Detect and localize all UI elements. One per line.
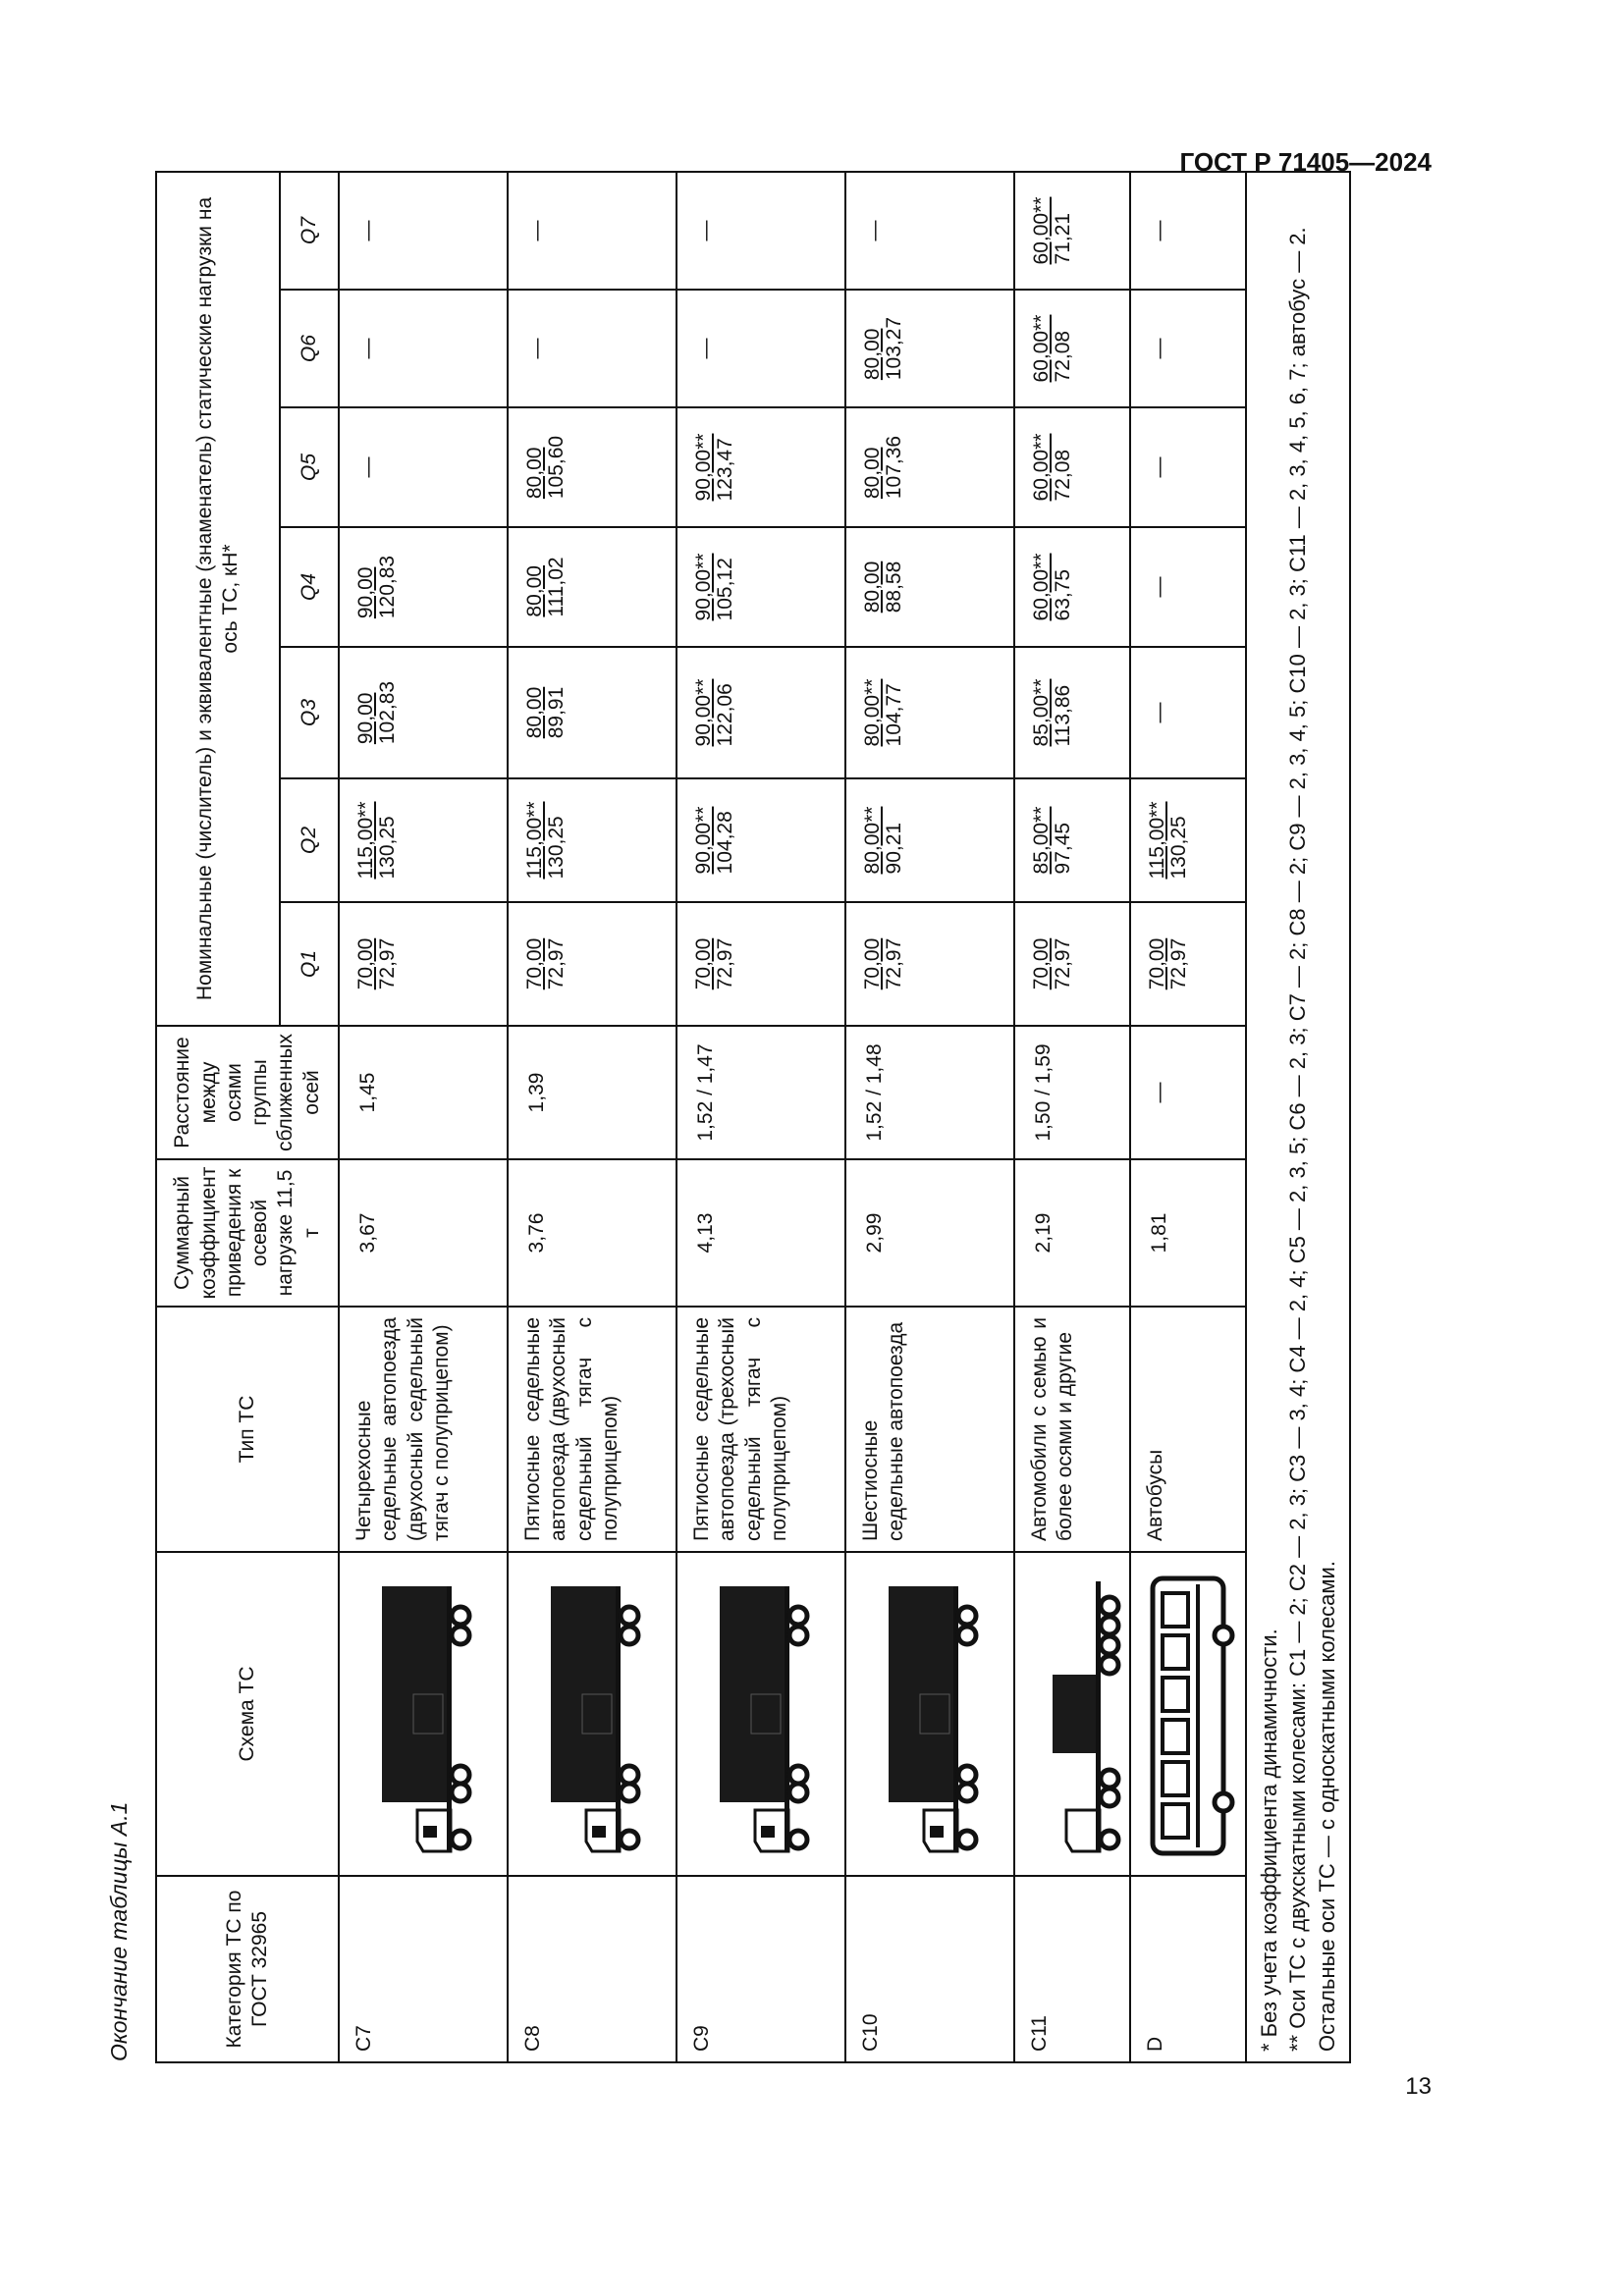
equivalent-load: 130,25: [1167, 816, 1191, 880]
coefficient-cell: 3,76: [508, 1159, 677, 1307]
load-cell-q4: [845, 527, 1014, 647]
load-cell-q3: [677, 647, 845, 778]
load-value: [693, 434, 736, 502]
nominal-load: —: [525, 338, 548, 359]
equivalent-load: 105,12: [714, 558, 737, 621]
nominal-load: 115,00**: [354, 801, 377, 880]
tractor-semitrailer-icon: [374, 1557, 472, 1871]
load-cell-q2: [677, 778, 845, 902]
axle-distance-cell: 1,52 / 1,47: [677, 1026, 845, 1159]
note-dual-wheels: ** Оси ТС с двухскатными колесами: С1 — 2; С2 — 2, 3; С3 — 3, 4; С4 — 2, 4; С5 — 2, 3, 5; С6 — 2, 3; С7 — 2; С8 — 2; С9 — 2, 3, 4, 5; С10 — 2, 3; С11 — 2, 3, 4, 5, 6, 7; автобус — 2. Остальные оси ТС — с односкатными колесами.: [1285, 227, 1339, 2052]
load-value: [1149, 457, 1170, 478]
header-category: Категория ТС по ГОСТ 32965: [156, 1876, 339, 2062]
load-cell-q7: [845, 172, 1014, 290]
coefficient-cell: 1,81: [1130, 1159, 1246, 1307]
nominal-load: 90,00**: [692, 553, 715, 621]
equivalent-load: 102,83: [376, 680, 400, 745]
load-value: [1147, 801, 1190, 879]
category-cell: С7: [339, 1876, 508, 2062]
equivalent-load: 97,45: [1052, 822, 1075, 875]
tractor-semitrailer-icon: [543, 1557, 641, 1871]
equivalent-load: 123,47: [714, 438, 737, 502]
equivalent-load: 111,02: [545, 557, 568, 617]
load-cell-q6: [339, 290, 508, 407]
load-value: [695, 339, 717, 359]
header-schema: Схема ТС: [156, 1552, 339, 1876]
load-value: [862, 807, 905, 875]
equivalent-load: 130,25: [376, 816, 400, 880]
equivalent-load: 89,91: [545, 686, 568, 739]
schema-cell: [508, 1552, 677, 1876]
load-cell-q5: [1130, 407, 1246, 527]
coefficient-cell: 4,13: [677, 1159, 845, 1307]
nominal-load: 80,00: [861, 447, 884, 500]
load-value: [1149, 703, 1170, 723]
equivalent-load: 122,06: [714, 683, 737, 747]
schema-cell: [1014, 1552, 1130, 1876]
load-cell-q3: [1130, 647, 1246, 778]
equivalent-load: 72,97: [1052, 937, 1075, 990]
nominal-load: 70,00: [692, 937, 715, 990]
nominal-load: —: [1148, 576, 1170, 598]
header-axle-distance: Расстояние между осями группы сближенных осей: [156, 1026, 339, 1159]
nominal-load: —: [1148, 456, 1170, 478]
table-row: [845, 172, 1014, 2062]
load-value: [862, 317, 905, 380]
load-value: [355, 938, 399, 990]
nominal-load: —: [863, 220, 886, 241]
nominal-load: 60,00**: [1030, 433, 1053, 502]
axle-distance-cell: 1,50 / 1,59: [1014, 1026, 1130, 1159]
tractor-semitrailer-icon: [881, 1557, 979, 1871]
table-row: [677, 172, 845, 2062]
rotated-table-page: [106, 196, 1339, 2061]
load-cell-q2: [508, 778, 677, 902]
header-coefficient: Суммарный коэффициент приведения к осевой нагрузке 11,5 т: [156, 1159, 339, 1307]
load-cell-q7: [677, 172, 845, 290]
load-value: [526, 221, 548, 241]
vehicle-type-cell: Автомобили с семью и более осями и другие: [1014, 1307, 1130, 1552]
equivalent-load: 130,25: [545, 816, 568, 880]
schema-cell: [339, 1552, 508, 1876]
document-id: ГОСТ Р 71405—2024: [1179, 147, 1432, 177]
load-cell-q7: [1014, 172, 1130, 290]
equivalent-load: 104,28: [714, 811, 737, 875]
load-value: [357, 221, 379, 241]
load-value: [1031, 197, 1074, 265]
schema-cell: [845, 1552, 1014, 1876]
equivalent-load: 72,97: [545, 937, 568, 990]
load-cell-q1: [339, 902, 508, 1026]
table-row: [1014, 172, 1130, 2062]
equivalent-load: 104,77: [883, 683, 906, 747]
equivalent-load: 72,97: [1167, 937, 1191, 990]
load-cell-q2: [1130, 778, 1246, 902]
nominal-load: 80,00: [523, 686, 546, 739]
nominal-load: 80,00: [861, 561, 884, 614]
load-value: [524, 938, 568, 990]
page-number: 13: [1405, 2073, 1432, 2100]
load-value: [1031, 434, 1074, 502]
axle-distance-cell: 1,52 / 1,48: [845, 1026, 1014, 1159]
nominal-load: 80,00: [861, 328, 884, 381]
nominal-load: 90,00**: [692, 678, 715, 747]
vehicle-type-cell: Шестиосные седельные автопоезда: [845, 1307, 1014, 1552]
table-notes: [1246, 172, 1350, 2062]
load-cell-q6: [677, 290, 845, 407]
nominal-load: 60,00**: [1030, 196, 1053, 265]
nominal-load: 80,00: [523, 447, 546, 500]
equivalent-load: 63,75: [1052, 568, 1075, 621]
table-row: [1130, 172, 1246, 2062]
load-cell-q7: [508, 172, 677, 290]
load-cell-q2: [339, 778, 508, 902]
load-value: [524, 687, 568, 739]
load-value: [1031, 679, 1074, 747]
load-value: [524, 801, 568, 879]
load-value: [524, 557, 568, 616]
load-value: [695, 221, 717, 241]
load-value: [693, 938, 736, 990]
header-q2: Q2: [280, 778, 339, 902]
load-cell-q2: [1014, 778, 1130, 902]
load-cell-q3: [508, 647, 677, 778]
equivalent-load: 107,36: [883, 435, 906, 500]
nominal-load: 70,00: [1146, 937, 1168, 990]
nominal-load: —: [694, 338, 717, 359]
vehicle-type-cell: Автобусы: [1130, 1307, 1246, 1552]
category-cell: С11: [1014, 1876, 1130, 2062]
load-value: [357, 339, 379, 359]
load-cell-q1: [508, 902, 677, 1026]
equivalent-load: 120,83: [376, 555, 400, 619]
load-cell-q3: [845, 647, 1014, 778]
load-cell-q4: [1130, 527, 1246, 647]
equivalent-load: 113,86: [1052, 684, 1075, 747]
equivalent-load: 88,58: [883, 561, 906, 614]
equivalent-load: 72,08: [1052, 449, 1075, 502]
nominal-load: 90,00**: [692, 433, 715, 502]
load-value: [1149, 339, 1170, 359]
load-cell-q5: [1014, 407, 1130, 527]
load-cell-q7: [339, 172, 508, 290]
header-q4: Q4: [280, 527, 339, 647]
header-q7: Q7: [280, 172, 339, 290]
header-loads: Номинальные (числитель) и эквивалентные (знаменатель) статические нагрузки на ось ТС, кН*: [156, 172, 280, 1026]
nominal-load: 85,00**: [1030, 678, 1053, 747]
load-cell-q1: [1130, 902, 1246, 1026]
nominal-load: —: [1148, 702, 1170, 723]
nominal-load: 70,00: [354, 937, 377, 990]
vehicle-type-cell: Четырехосные седельные автопоезда (двухосный седельный тягач с полуприцепом): [339, 1307, 508, 1552]
category-cell: С9: [677, 1876, 845, 2062]
load-value: [864, 221, 886, 241]
load-value: [1031, 807, 1074, 875]
header-q3: Q3: [280, 647, 339, 778]
nominal-load: 90,00: [354, 692, 377, 745]
equivalent-load: 71,21: [1052, 212, 1075, 265]
load-cell-q4: [1014, 527, 1130, 647]
nominal-load: 85,00**: [1030, 806, 1053, 875]
load-cell-q6: [1014, 290, 1130, 407]
category-cell: С10: [845, 1876, 1014, 2062]
load-cell-q4: [677, 527, 845, 647]
header-q6: Q6: [280, 290, 339, 407]
multi-axle-truck-icon: [1023, 1557, 1121, 1871]
load-value: [355, 801, 399, 879]
nominal-load: 80,00: [523, 565, 546, 617]
nominal-load: 80,00**: [861, 806, 884, 875]
axle-distance-cell: —: [1130, 1026, 1246, 1159]
load-cell-q4: [508, 527, 677, 647]
header-q1: Q1: [280, 902, 339, 1026]
equivalent-load: 72,97: [376, 937, 400, 990]
load-cell-q5: [845, 407, 1014, 527]
header-type: Тип ТС: [156, 1307, 339, 1552]
bus-icon: [1139, 1557, 1237, 1871]
load-value: [524, 436, 568, 499]
nominal-load: —: [694, 220, 717, 241]
load-value: [355, 556, 399, 618]
nominal-load: —: [525, 220, 548, 241]
load-cell-q3: [339, 647, 508, 778]
load-value: [1149, 577, 1170, 598]
nominal-load: 70,00: [1030, 937, 1053, 990]
vehicle-type-cell: Пятиосные седельные автопоезда (двухосный седельный тягач с полуприцепом): [508, 1307, 677, 1552]
nominal-load: 115,00**: [1146, 801, 1168, 880]
load-value: [862, 436, 905, 499]
load-cell-q6: [508, 290, 677, 407]
nominal-load: 80,00**: [861, 678, 884, 747]
table-caption: Окончание таблицы А.1: [106, 1801, 132, 2061]
load-value: [526, 339, 548, 359]
load-cell-q5: [339, 407, 508, 527]
load-value: [1031, 554, 1074, 621]
equivalent-load: 72,97: [714, 937, 737, 990]
load-value: [1031, 315, 1074, 383]
note-dynamics: * Без учета коэффициента динамичности.: [1257, 1629, 1281, 2052]
load-cell-q5: [508, 407, 677, 527]
schema-cell: [677, 1552, 845, 1876]
equivalent-load: 72,97: [883, 937, 906, 990]
load-cell-q6: [845, 290, 1014, 407]
load-value: [355, 681, 399, 744]
coefficient-cell: 2,19: [1014, 1159, 1130, 1307]
load-cell-q1: [677, 902, 845, 1026]
load-cell-q1: [845, 902, 1014, 1026]
load-value: [862, 938, 905, 990]
nominal-load: 90,00**: [692, 806, 715, 875]
tractor-semitrailer-icon: [712, 1557, 810, 1871]
nominal-load: 115,00**: [523, 801, 546, 880]
nominal-load: 70,00: [861, 937, 884, 990]
load-cell-q4: [339, 527, 508, 647]
nominal-load: —: [1148, 338, 1170, 359]
equivalent-load: 72,08: [1052, 330, 1075, 383]
load-cell-q2: [845, 778, 1014, 902]
nominal-load: —: [356, 456, 379, 478]
load-cell-q6: [1130, 290, 1246, 407]
category-cell: С8: [508, 1876, 677, 2062]
load-value: [693, 679, 736, 747]
coefficient-cell: 2,99: [845, 1159, 1014, 1307]
nominal-load: 70,00: [523, 937, 546, 990]
load-cell-q5: [677, 407, 845, 527]
nominal-load: 90,00: [354, 566, 377, 619]
nominal-load: —: [1148, 220, 1170, 241]
table-row: [339, 172, 508, 2062]
equivalent-load: 90,21: [883, 822, 906, 875]
category-cell: D: [1130, 1876, 1246, 2062]
load-value: [1147, 938, 1190, 990]
load-cell-q3: [1014, 647, 1130, 778]
header-q5: Q5: [280, 407, 339, 527]
load-value: [862, 679, 905, 747]
load-cell-q1: [1014, 902, 1130, 1026]
equivalent-load: 105,60: [545, 435, 568, 500]
table-row: [508, 172, 677, 2062]
load-value: [1031, 938, 1074, 990]
nominal-load: 60,00**: [1030, 553, 1053, 621]
schema-cell: [1130, 1552, 1246, 1876]
nominal-load: —: [356, 220, 379, 241]
nominal-load: —: [356, 338, 379, 359]
vehicle-load-table: [155, 171, 1351, 2063]
load-value: [357, 457, 379, 478]
load-value: [693, 554, 736, 621]
axle-distance-cell: 1,39: [508, 1026, 677, 1159]
axle-distance-cell: 1,45: [339, 1026, 508, 1159]
equivalent-load: 103,27: [883, 316, 906, 381]
load-value: [862, 561, 905, 614]
load-value: [693, 807, 736, 875]
nominal-load: 60,00**: [1030, 314, 1053, 383]
vehicle-type-cell: Пятиосные седельные автопоезда (трехосный седельный тягач с полуприцепом): [677, 1307, 845, 1552]
load-value: [1149, 221, 1170, 241]
coefficient-cell: 3,67: [339, 1159, 508, 1307]
load-cell-q7: [1130, 172, 1246, 290]
